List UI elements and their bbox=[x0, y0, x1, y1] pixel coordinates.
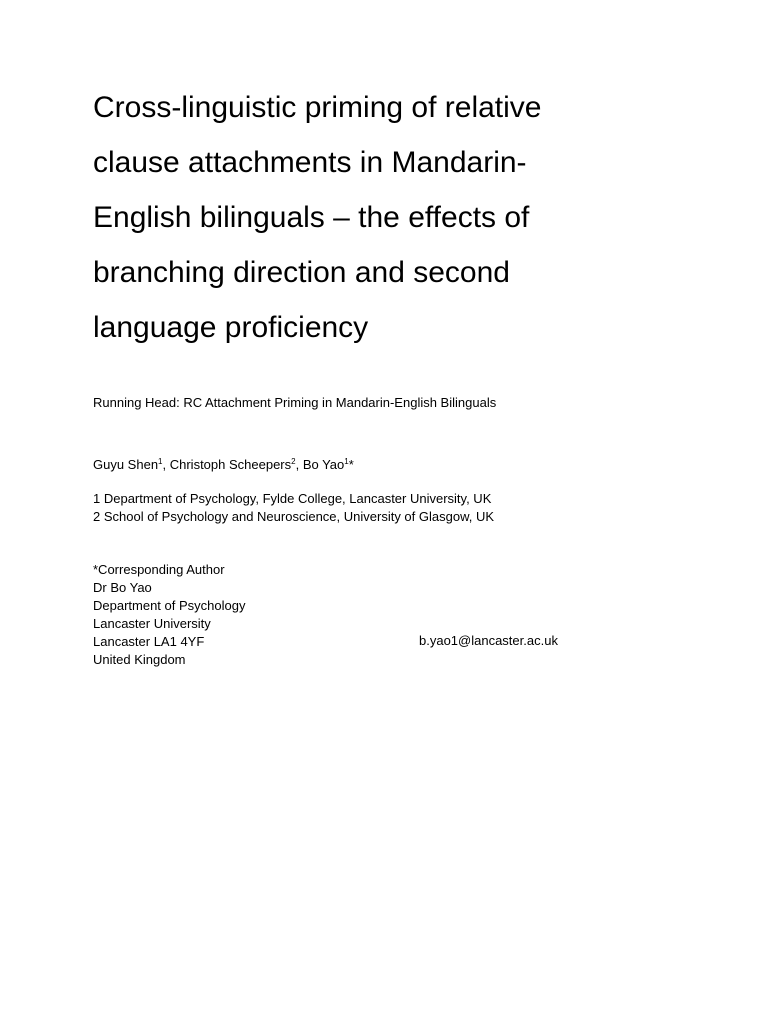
author-separator: , bbox=[295, 457, 303, 472]
title-line: language proficiency bbox=[93, 311, 369, 344]
author-name: Bo Yao bbox=[302, 457, 345, 472]
affiliation-list bbox=[93, 490, 494, 526]
author-name: Guyu Shen bbox=[93, 457, 159, 472]
title-line: Cross-linguistic priming of relative bbox=[93, 91, 542, 124]
title-line: clause attachments in Mandarin- bbox=[93, 146, 527, 179]
corresponding-postcode: Lancaster LA1 4YF bbox=[93, 634, 205, 649]
title-line: English bilinguals – the effects of bbox=[93, 201, 530, 234]
author-name: Christoph Scheepers bbox=[169, 457, 292, 472]
author-affiliation-mark: 1 bbox=[158, 457, 163, 466]
corresponding-university: Lancaster University bbox=[93, 616, 211, 631]
title-line: branching direction and second bbox=[93, 256, 510, 289]
paper-title bbox=[93, 80, 693, 355]
corresponding-label: *Corresponding Author bbox=[93, 562, 225, 577]
author-affiliation-mark: 1 bbox=[344, 457, 349, 466]
corresponding-department: Department of Psychology bbox=[93, 598, 246, 613]
corresponding-mark: * bbox=[348, 457, 354, 472]
author-separator: , bbox=[162, 457, 170, 472]
corresponding-name: Dr Bo Yao bbox=[93, 580, 152, 595]
corresponding-email: b.yao1@lancaster.ac.uk bbox=[419, 633, 558, 648]
affiliation: 2 School of Psychology and Neuroscience, University of Glasgow, UK bbox=[93, 509, 495, 524]
corresponding-country: United Kingdom bbox=[93, 652, 186, 667]
running-head: Running Head: RC Attachment Priming in Mandarin-English Bilinguals bbox=[93, 395, 497, 410]
corresponding-author-block bbox=[93, 561, 245, 669]
affiliation: 1 Department of Psychology, Fylde College, Lancaster University, UK bbox=[93, 491, 492, 506]
author-affiliation-mark: 2 bbox=[291, 457, 296, 466]
author-list bbox=[93, 456, 354, 474]
